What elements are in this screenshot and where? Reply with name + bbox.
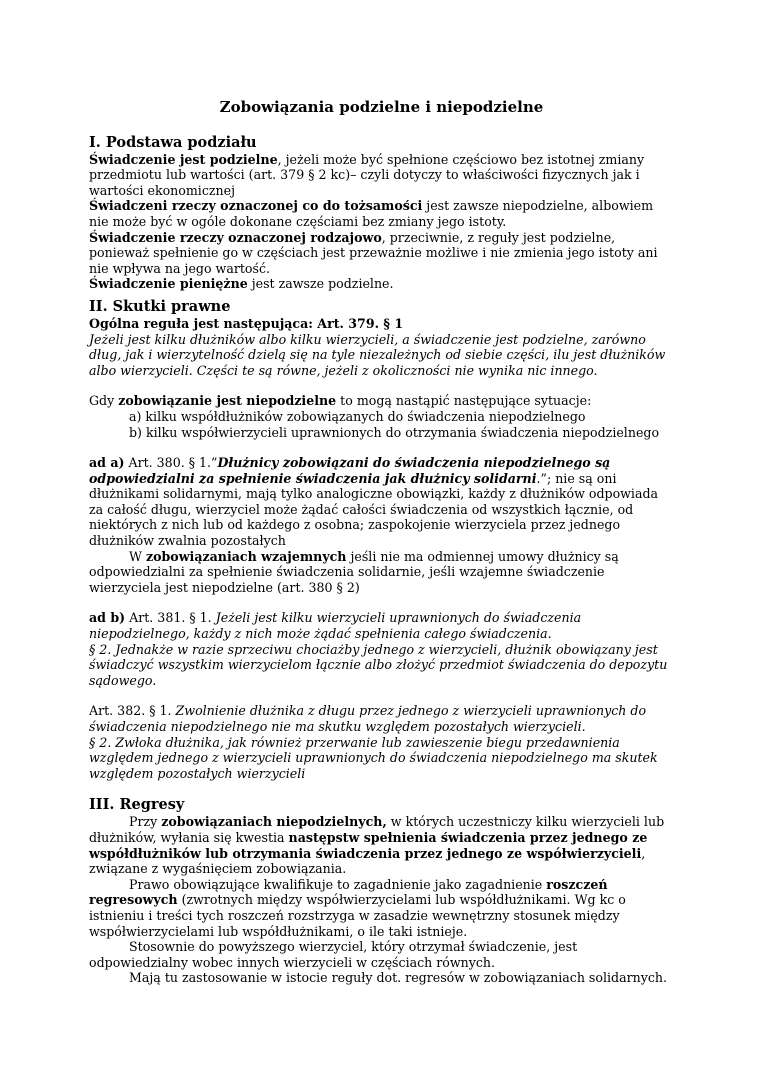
paragraph — [89, 455, 674, 549]
paragraph — [89, 276, 674, 292]
text: Przy — [129, 814, 162, 830]
text: Art. 381. § 1. — [125, 610, 216, 626]
term: zobowiązanie jest niepodzielne — [118, 393, 337, 409]
label: ad b) — [89, 610, 126, 626]
text: , związane z wygaśnięciem zobowiązania. — [89, 845, 646, 877]
document-page — [89, 100, 674, 986]
paragraph — [89, 549, 674, 596]
term: zobowiązaniach niepodzielnych, — [161, 814, 387, 830]
text: Gdy — [89, 393, 119, 409]
label: ad a) — [89, 455, 125, 471]
paragraph — [89, 198, 674, 229]
term: Świadczeni rzeczy oznaczonej co do tożsamości — [89, 198, 423, 214]
rule-heading: Ogólna reguła jest następująca: Art. 379. § 1 — [89, 315, 404, 331]
paragraph: § 2. Zwłoka dłużnika, jak również przerwanie lub zawieszenie biegu przedawnienia względem jednego z wierzycieli uprawnionych do świadczenia niepodzielnego ma skutek względem pozostałych wierzycieli — [89, 734, 658, 781]
paragraph — [89, 230, 674, 277]
term: Świadczenie jest podzielne — [89, 151, 278, 167]
quote: Zwolnienie dłużnika z długu przez jednego z wierzycieli uprawnionych do świadczenia niepodzielnego nie ma skutku względem pozostałych wierzycieli. — [89, 703, 647, 734]
text: (zwrotnych między współwierzycielami lub współdłużnikami. Wg kc o istnieniu i treści tych roszczeń rozstrzyga w zasadzie wewnętrzny stosunek między współwierzycielami lub współdłużnikami, o ile taki istnieje. — [89, 892, 626, 939]
text: jest zawsze podzielne. — [247, 276, 394, 292]
term: następstw spełnienia świadczenia przez jednego ze współdłużników lub otrzymania świadczenia przez jednego ze współwierzycieli — [89, 829, 648, 861]
list-item: a) kilku współdłużników zobowiązanych do świadczenia niepodzielnego — [129, 408, 586, 424]
text: Art. 380. § 1.” — [124, 455, 218, 471]
term: Świadczenie pieniężne — [89, 276, 248, 292]
text: , przeciwnie, z reguły jest podzielne, ponieważ spełnienie go w częściach jest przeważnie możliwe i nie zmienia jego istoty ani nie wpływa na jego wartość. — [89, 229, 658, 276]
text: jest zawsze niepodzielne, albowiem nie może być w ogóle dokonane częściami bez zmiany jego istoty. — [89, 198, 654, 229]
paragraph: Stosownie do powyższego wierzyciel, który otrzymał świadczenie, jest odpowiedzialny wobec innych wierzycieli w częściach równych. — [89, 939, 578, 970]
paragraph — [89, 610, 674, 641]
paragraph: § 2. Jednakże w razie sprzeciwu chociażby jednego z wierzycieli, dłużnik obowiązany jest świadczyć wszystkim wierzycielom łącznie albo złożyć przedmiot świadczenia do depozytu sądowego. — [89, 641, 668, 688]
text: Art. 382. § 1. — [89, 703, 176, 719]
term: zobowiązaniach wzajemnych — [145, 548, 347, 564]
text: .”; nie są oni dłużnikami solidarnymi, mają tylko analogiczne obowiązki, każdy z dłużników odpowiada za całość długu, wierzyciel może żądać całości świadczenia od wszystkich łącznie, od niektórych z nich lub od każdego z osobna; zaspokojenie wierzyciela przez jednego dłużników zwalnia pozostałych — [89, 470, 659, 549]
text: jeśli nie ma odmiennej umowy dłużnicy są odpowiedzialni za spełnienie świadczenia solidarnie, jeśli wzajemne świadczenie wierzyciela jest niepodzielne (art. 380 § 2) — [89, 548, 619, 595]
paragraph — [89, 814, 674, 876]
section-heading-podstawa: I. Podstawa podziału — [89, 133, 257, 151]
document-title: Zobowiązania podzielne i niepodzielne — [219, 98, 544, 116]
paragraph — [89, 152, 674, 199]
text: to mogą nastąpić następujące sytuacje: — [336, 393, 592, 409]
quote: Dłużnicy zobowiązani do świadczenia niepodzielnego są odpowiedzialni za spełnienie świadczenia jak dłużnicy solidarni — [89, 455, 611, 486]
list-item: b) kilku współwierzycieli uprawnionych do otrzymania świadczenia niepodzielnego — [129, 424, 660, 440]
term: Świadczenie rzeczy oznaczonej rodzajowo — [89, 229, 382, 245]
text: Prawo obowiązujące kwalifikuje to zagadnienie jako zagadnienie — [129, 876, 547, 892]
section-heading-skutki: II. Skutki prawne — [89, 297, 231, 315]
text: w których uczestniczy kilku wierzycieli lub dłużników, wyłania się kwestia — [89, 814, 665, 845]
section-heading-regresy: III. Regresy — [89, 796, 185, 814]
paragraph — [89, 703, 674, 734]
paragraph — [89, 877, 674, 939]
paragraph: Mają tu zastosowanie w istocie reguły dot. regresów w zobowiązaniach solidarnych. — [129, 970, 668, 986]
quote: Jeżeli jest kilku wierzycieli uprawnionych do świadczenia niepodzielnego, każdy z nich może żądać spełnienia całego świadczenia. — [89, 610, 582, 642]
paragraph — [89, 393, 674, 409]
rule-text: Jeżeli jest kilku dłużników albo kilku wierzycieli, a świadczenie jest podzielne, zarówno dług, jak i wierzytelność dzielą się na tyle niezależnych od siebie części, ilu jest dłużników albo wierzycieli. Części te są równe, jeżeli z okoliczności nie wynika nic innego. — [89, 331, 666, 378]
text: , jeżeli może być spełnione częściowo bez istotnej zmiany przedmiotu lub wartości (art. 379 § 2 kc)– czyli dotyczy to właściwości fizycznych jak i wartości ekonomicznej — [89, 151, 645, 198]
text: W — [129, 548, 146, 564]
term: roszczeń regresowych — [89, 876, 608, 908]
